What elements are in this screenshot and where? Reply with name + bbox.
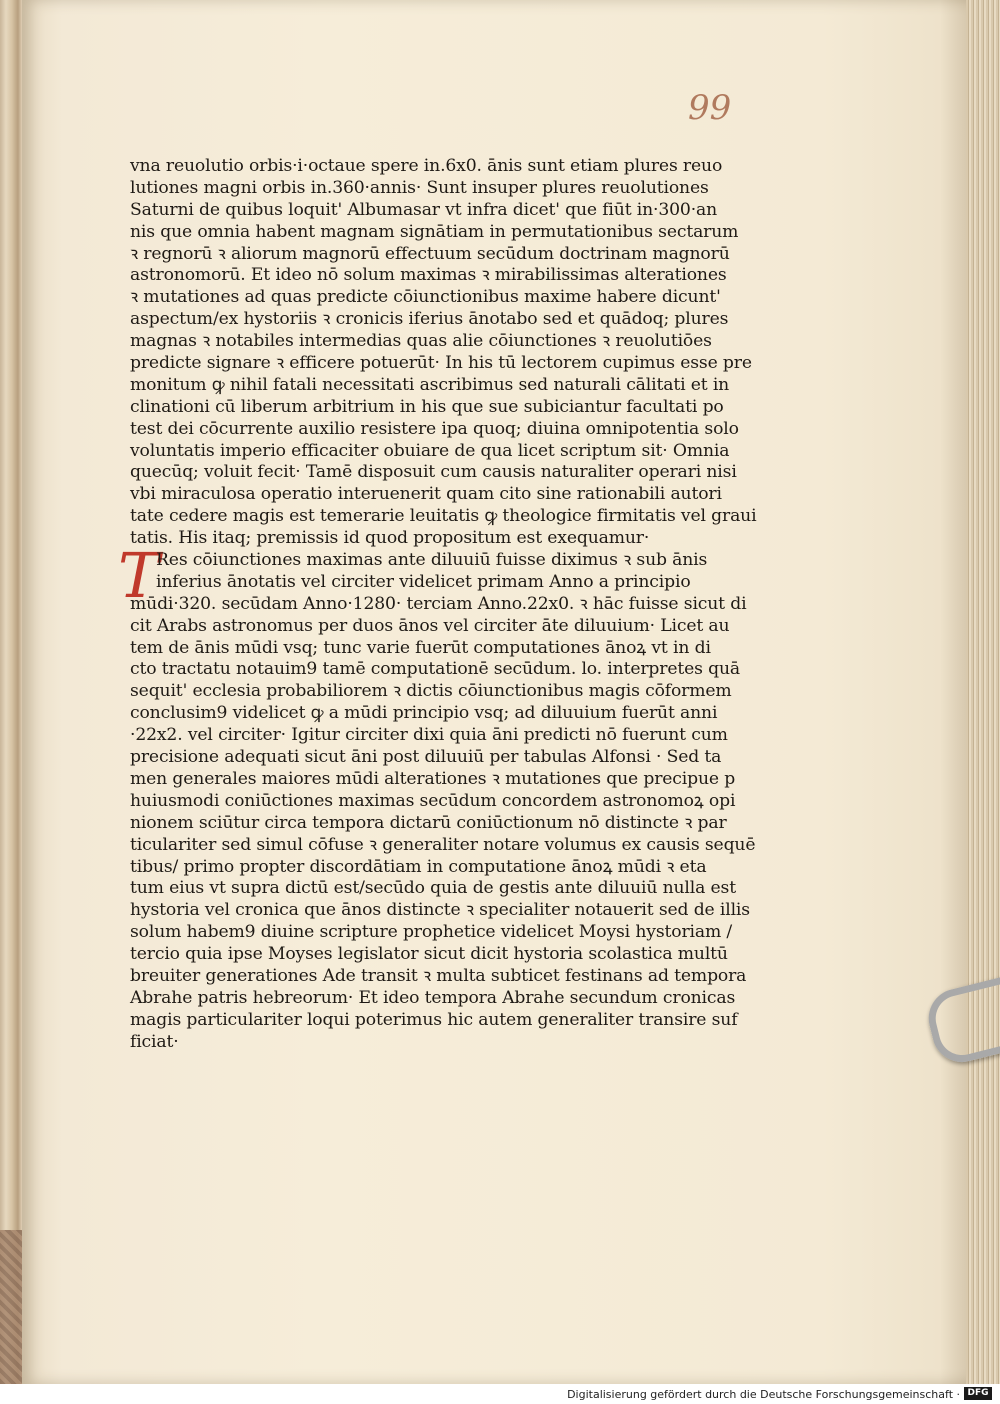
footer-bar [0, 1384, 1000, 1404]
text-line: lutiones magni orbis in.360·annis· Sunt insuper plures reuolutiones [130, 177, 709, 198]
text-line: inferius ānotatis vel circiter videlicet primam Anno a principio [156, 571, 691, 592]
folio-number: 99 [688, 88, 732, 128]
text-line: ficiat· [130, 1031, 179, 1052]
text-line: tum eius vt supra dictū est/secūdo quia de gestis ante diluuiū nulla est [130, 878, 736, 899]
text-line: solum habem9 diuine scripture prophetice videlicet Moysi hystoriam / [130, 922, 733, 943]
text-line: men generales maiores mūdi alterationes ꝛ mutationes que precipue p [130, 768, 736, 789]
text-line: huiusmodi coniūctiones maximas secūdum concordem astronomoꝝ opi [130, 790, 736, 811]
text-line: tate cedere magis est temerarie leuitatis ꝙ theologice firmitatis vel graui [130, 506, 757, 527]
text-line: breuiter generationes Ade transit ꝛ multa subticet festinans ad tempora [130, 965, 747, 986]
text-line: test dei cōcurrente auxilio resistere ipa quoq; diuina omnipotentia solo [130, 418, 739, 439]
text-line: cto tractatu notauim9 tamē computationē secūdum. lo. interpretes quā [130, 659, 740, 680]
text-line: tercio quia ipse Moyses legislator sicut dicit hystoria scolastica multū [130, 944, 728, 965]
text-line: nionem sciūtur circa tempora dictarū coniūctionum nō distincte ꝛ par [130, 812, 727, 833]
text-line: conclusim9 videlicet ꝙ a mūdi principio vsq; ad diluuium fuerūt anni [130, 703, 718, 724]
text-line: tibus/ primo propter discordātiam in computatione ānoꝝ mūdi ꝛ eta [130, 856, 707, 877]
text-line: monitum ꝙ nihil fatali necessitati ascribimus sed naturali cālitati et in [130, 374, 730, 395]
text-line: aspectum/ex hystoriis ꝛ cronicis iferius ānotabo sed et quādoq; plures [130, 309, 729, 330]
text-line: voluntatis imperio efficaciter obuiare de qua licet scriptum sit· Omnia [130, 440, 730, 461]
text-line: mūdi·320. secūdam Anno·1280· terciam Anno.22x0. ꝛ hāc fuisse sicut di [130, 593, 747, 614]
rubricated-initial: T [118, 539, 160, 612]
text-line: vbi miraculosa operatio interuenerit quam cito sine rationabili autori [130, 484, 722, 505]
text-line: ticulariter sed simul cōfuse ꝛ generaliter notare volumus ex causis sequē [130, 834, 756, 855]
text-line: precisione adequati sicut āni post diluuiū per tabulas Alfonsi · Sed ta [130, 747, 722, 768]
text-line: astronomorū. Et ideo nō solum maximas ꝛ mirabilissimas alterationes [130, 265, 727, 286]
text-line: magis particulariter loqui poterimus hic autem generaliter transire suf [130, 1009, 738, 1030]
text-line: sequit' ecclesia probabiliorem ꝛ dictis cōiunctionibus magis cōformem [130, 681, 732, 702]
text-line: predicte signare ꝛ efficere potuerūt· In his tū lectorem cupimus esse pre [130, 353, 752, 374]
text-line: cit Arabs astronomus per duos ānos vel circiter āte diluuium· Licet au [130, 615, 730, 636]
text-line: ·22x2. vel circiter· Igitur circiter dixi quia āni predicti nō fuerunt cum [130, 725, 728, 746]
text-line: tem de ānis mūdi vsq; tunc varie fuerūt computationes ānoꝝ vt in di [130, 637, 711, 658]
text-line: magnas ꝛ notabiles intermedias quas alie cōiunctiones ꝛ reuolutiōes [130, 331, 712, 352]
dfg-logo: DFG [964, 1387, 992, 1400]
text-line: nis que omnia habent magnam signātiam in permutationibus sectarum [130, 221, 739, 242]
page-edges [966, 0, 1000, 1384]
text-block [130, 156, 757, 1054]
text-line: clinationi cū liberum arbitrium in his que sue subiciantur facultati po [130, 396, 724, 417]
text-line: Saturni de quibus loquit' Albumasar vt infra dicet' que fiūt in·300·an [130, 199, 718, 220]
footer-credit: Digitalisierung gefördert durch die Deutsche Forschungsgemeinschaft · [567, 1388, 960, 1401]
text-line: Abrahe patris hebreorum· Et ideo tempora Abrahe secundum cronicas [130, 987, 736, 1008]
text-line: vna reuolutio orbis·i·octaue spere in.6x0. ānis sunt etiam plures reuo [130, 156, 723, 176]
text-line: tatis. His itaq; premissis id quod propositum est exequamur· [130, 528, 650, 549]
text-line: hystoria vel cronica que ānos distincte ꝛ specialiter notauerit sed de illis [130, 900, 750, 921]
text-line: Res cōiunctiones maximas ante diluuiū fuisse diximus ꝛ sub ānis [156, 550, 708, 571]
text-line: ꝛ regnorū ꝛ aliorum magnorū effectuum secūdum doctrinam magnorū [130, 243, 730, 264]
text-line: quecūq; voluit fecit· Tamē disposuit cum causis naturaliter operari nisi [130, 462, 737, 483]
page-shadow [940, 0, 966, 1384]
text-line: ꝛ mutationes ad quas predicte cōiunctionibus maxime habere dicunt' [130, 287, 721, 308]
